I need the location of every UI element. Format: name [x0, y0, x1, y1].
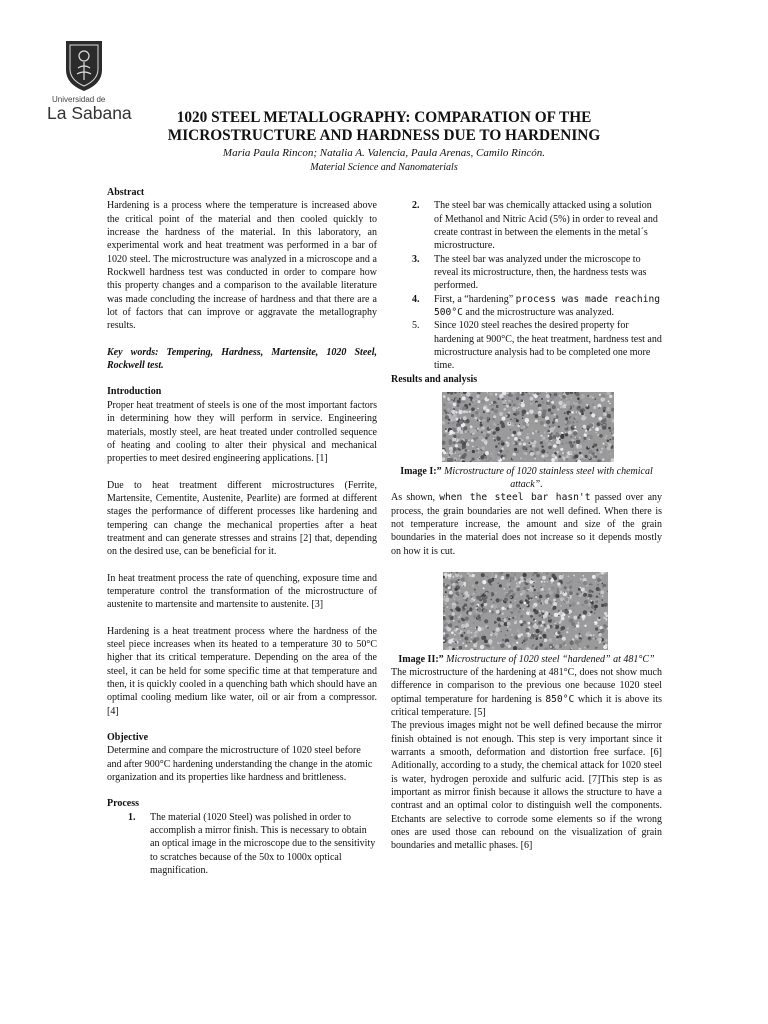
university-name-small: Universidad de [52, 95, 106, 104]
step-text: The steel bar was analyzed under the microscope to reveal its microstructure, then, the hardness tests was performed. [434, 253, 647, 292]
step-text-b: and the microstructure was analyzed. [465, 307, 614, 319]
step-text: Since 1020 steel reaches the desired property for hardening at 900°C, the heat treatment, hardness test and microstructure analysis had to be completed one more time. [434, 320, 662, 372]
step-number: 1. [128, 811, 136, 823]
results-paragraph-1 [391, 491, 662, 558]
intro-paragraph-4: Hardening is a heat treatment process where the hardness of the steel piece increases when its heated to a temperature 30 to 50°C higher that its critical temperature. Depending on the area of the steel, it can be held for some specific time at that temperature and then, it is quickly cooled in a quenching bath which should have an optimal cooling medium like water, oil or air from a compressor. [4] [107, 625, 377, 717]
micrograph-image-1 [442, 392, 614, 462]
process-list [107, 811, 377, 878]
process-step-4 [391, 293, 662, 320]
university-name: La Sabana [47, 103, 132, 123]
authors: Maria Paula Rincon; Natalia A. Valencia, Paula Arenas, Camilo Rincón. [222, 147, 546, 159]
results-paragraph-2 [391, 666, 662, 719]
paper-title [140, 109, 628, 145]
step-number: 3. [412, 253, 420, 265]
title-line-1: 1020 STEEL METALLOGRAPHY: COMPARATION OF THE [176, 109, 592, 126]
image-1-label: Image I:” [400, 466, 442, 478]
abstract-heading: Abstract [107, 187, 145, 198]
right-column [391, 186, 662, 853]
micrograph-image-2 [443, 572, 608, 650]
step-text: The steel bar was chemically attacked using a solution of Methanol and Nitric Acid (5%) in order to reveal and create contrast in between the elements in the metal´s microstructure. [434, 200, 658, 252]
image-1-caption [391, 465, 662, 491]
intro-paragraph-2: Due to heat treatment different microstructures (Ferrite, Martensite, Cementite, Austenite, Pearlite) are formed at different stages the performance of different processes like hardening and tempering can change the mechanical properties after a heat treatment and can generate stresses and strains [2] that, depending on the desired use, can be beneficial for it. [107, 479, 377, 558]
process-step-1 [107, 811, 377, 878]
results-paragraph-3: The previous images might not be well defined because the mirror finish obtained is not enough. This step is very important since it warrants a smooth, deformation and distortion free surface. [6] Aditionally, according to a study, the chemical attack for 1020 steel is water, hydrogen peroxide and sulfuric acid. [7]This step is as important as mirror finish because it allows the structure to have a contrast and an optimal color to distinguish well the components. Etchants are selective to corrode some elements so if the wrong ones are used those can rebound on the visualization of grain boundaries and metallic phases. [6] [391, 720, 662, 852]
results-p2-b: which it is above its critical temperature. [5] [391, 693, 663, 718]
objective-heading: Objective [107, 732, 149, 744]
left-column [107, 186, 377, 877]
title-line-2: MICROSTRUCTURE AND HARDNESS DUE TO HARDENING [167, 127, 601, 144]
step-number: 4. [412, 293, 420, 305]
keywords: Key words: Tempering, Hardness, Martensite, 1020 Steel, Rockwell test. [107, 346, 377, 372]
process-heading: Process [107, 798, 140, 810]
abstract-body: Hardening is a process where the temperature is increased above the critical point of the material and then cooled quickly to increase the hardness of the material. In this laboratory, an experimental work and heat treatment was performed in a bar of 1020 steel. The microstructure was analyzed in a microscope and a Rockwell hardness test was conducted in order to compare how this property changes and a comparison to the available literature was made concluding the increase of hardness and that there are a lot of factors that can improve or aggravate the metallography results. [107, 200, 377, 332]
step-text: The material (1020 Steel) was polished in order to accomplish a mirror finish. This is necessary to obtain an optical image in the microscope due to the sensitivity to scratches because of the 50x to 1000x optical magnification. [150, 811, 376, 877]
process-step-1-continued [391, 186, 662, 199]
process-step-3 [391, 253, 662, 293]
process-step-5 [391, 319, 662, 372]
intro-paragraph-1: Proper heat treatment of steels is one of the most important factors in determining how they will perform in service. Engineering materials, mostly steel, are heat treated under controlled sequence of heating and cooling to alter their physical and mechanical properties to meet desired engineering applications. [1] [107, 399, 377, 465]
university-logo [47, 40, 132, 123]
step-text-a: First, a “hardening” [434, 293, 514, 305]
results-p1-typed: when the steel bar hasn't [439, 492, 591, 504]
results-p2-typed: 850°C [545, 693, 575, 705]
step-text-typed: process was made reaching 500°C [434, 293, 661, 319]
image-1-caption-text: Microstructure of 1020 stainless steel with chemical attack”. [444, 466, 653, 491]
university-crest-icon [65, 40, 103, 92]
intro-paragraph-3: In heat treatment process the rate of quenching, exposure time and temperature control the transformation of the microstructure of austenite to martensite and martensite to austenite. [3] [107, 572, 377, 611]
results-heading: Results and analysis [391, 373, 478, 385]
image-2-label: Image II:” [398, 653, 444, 665]
results-p2-a: The microstructure of the hardening at 481°C, does not show much difference in comparison to the previous one because 1020 steel optimal temperature for hardening is [391, 666, 662, 705]
image-2-caption-text: Microstructure of 1020 steel “hardened” at 481°C” [446, 653, 655, 665]
results-p1-a: As shown, [391, 492, 435, 504]
introduction-heading: Introduction [107, 386, 162, 398]
affiliation: Material Science and Nanomaterials [310, 162, 458, 173]
process-step-2 [391, 199, 662, 252]
results-p1-b: passed over any process, the grain boundaries are not well defined. When there is not temperature increase, the amount and size of the grain boundaries in the material does not increase so it depends mostly on how it is cut. [391, 492, 663, 557]
step-number: 2. [412, 200, 420, 212]
objective-body: Determine and compare the microstructure of 1020 steel before and after 900°C hardening understanding the change in the atomic organization and its properties like hardness and brittleness. [107, 745, 373, 784]
image-2-caption [391, 653, 662, 666]
step-number: 5. [412, 320, 420, 332]
process-list-continued [391, 186, 662, 373]
